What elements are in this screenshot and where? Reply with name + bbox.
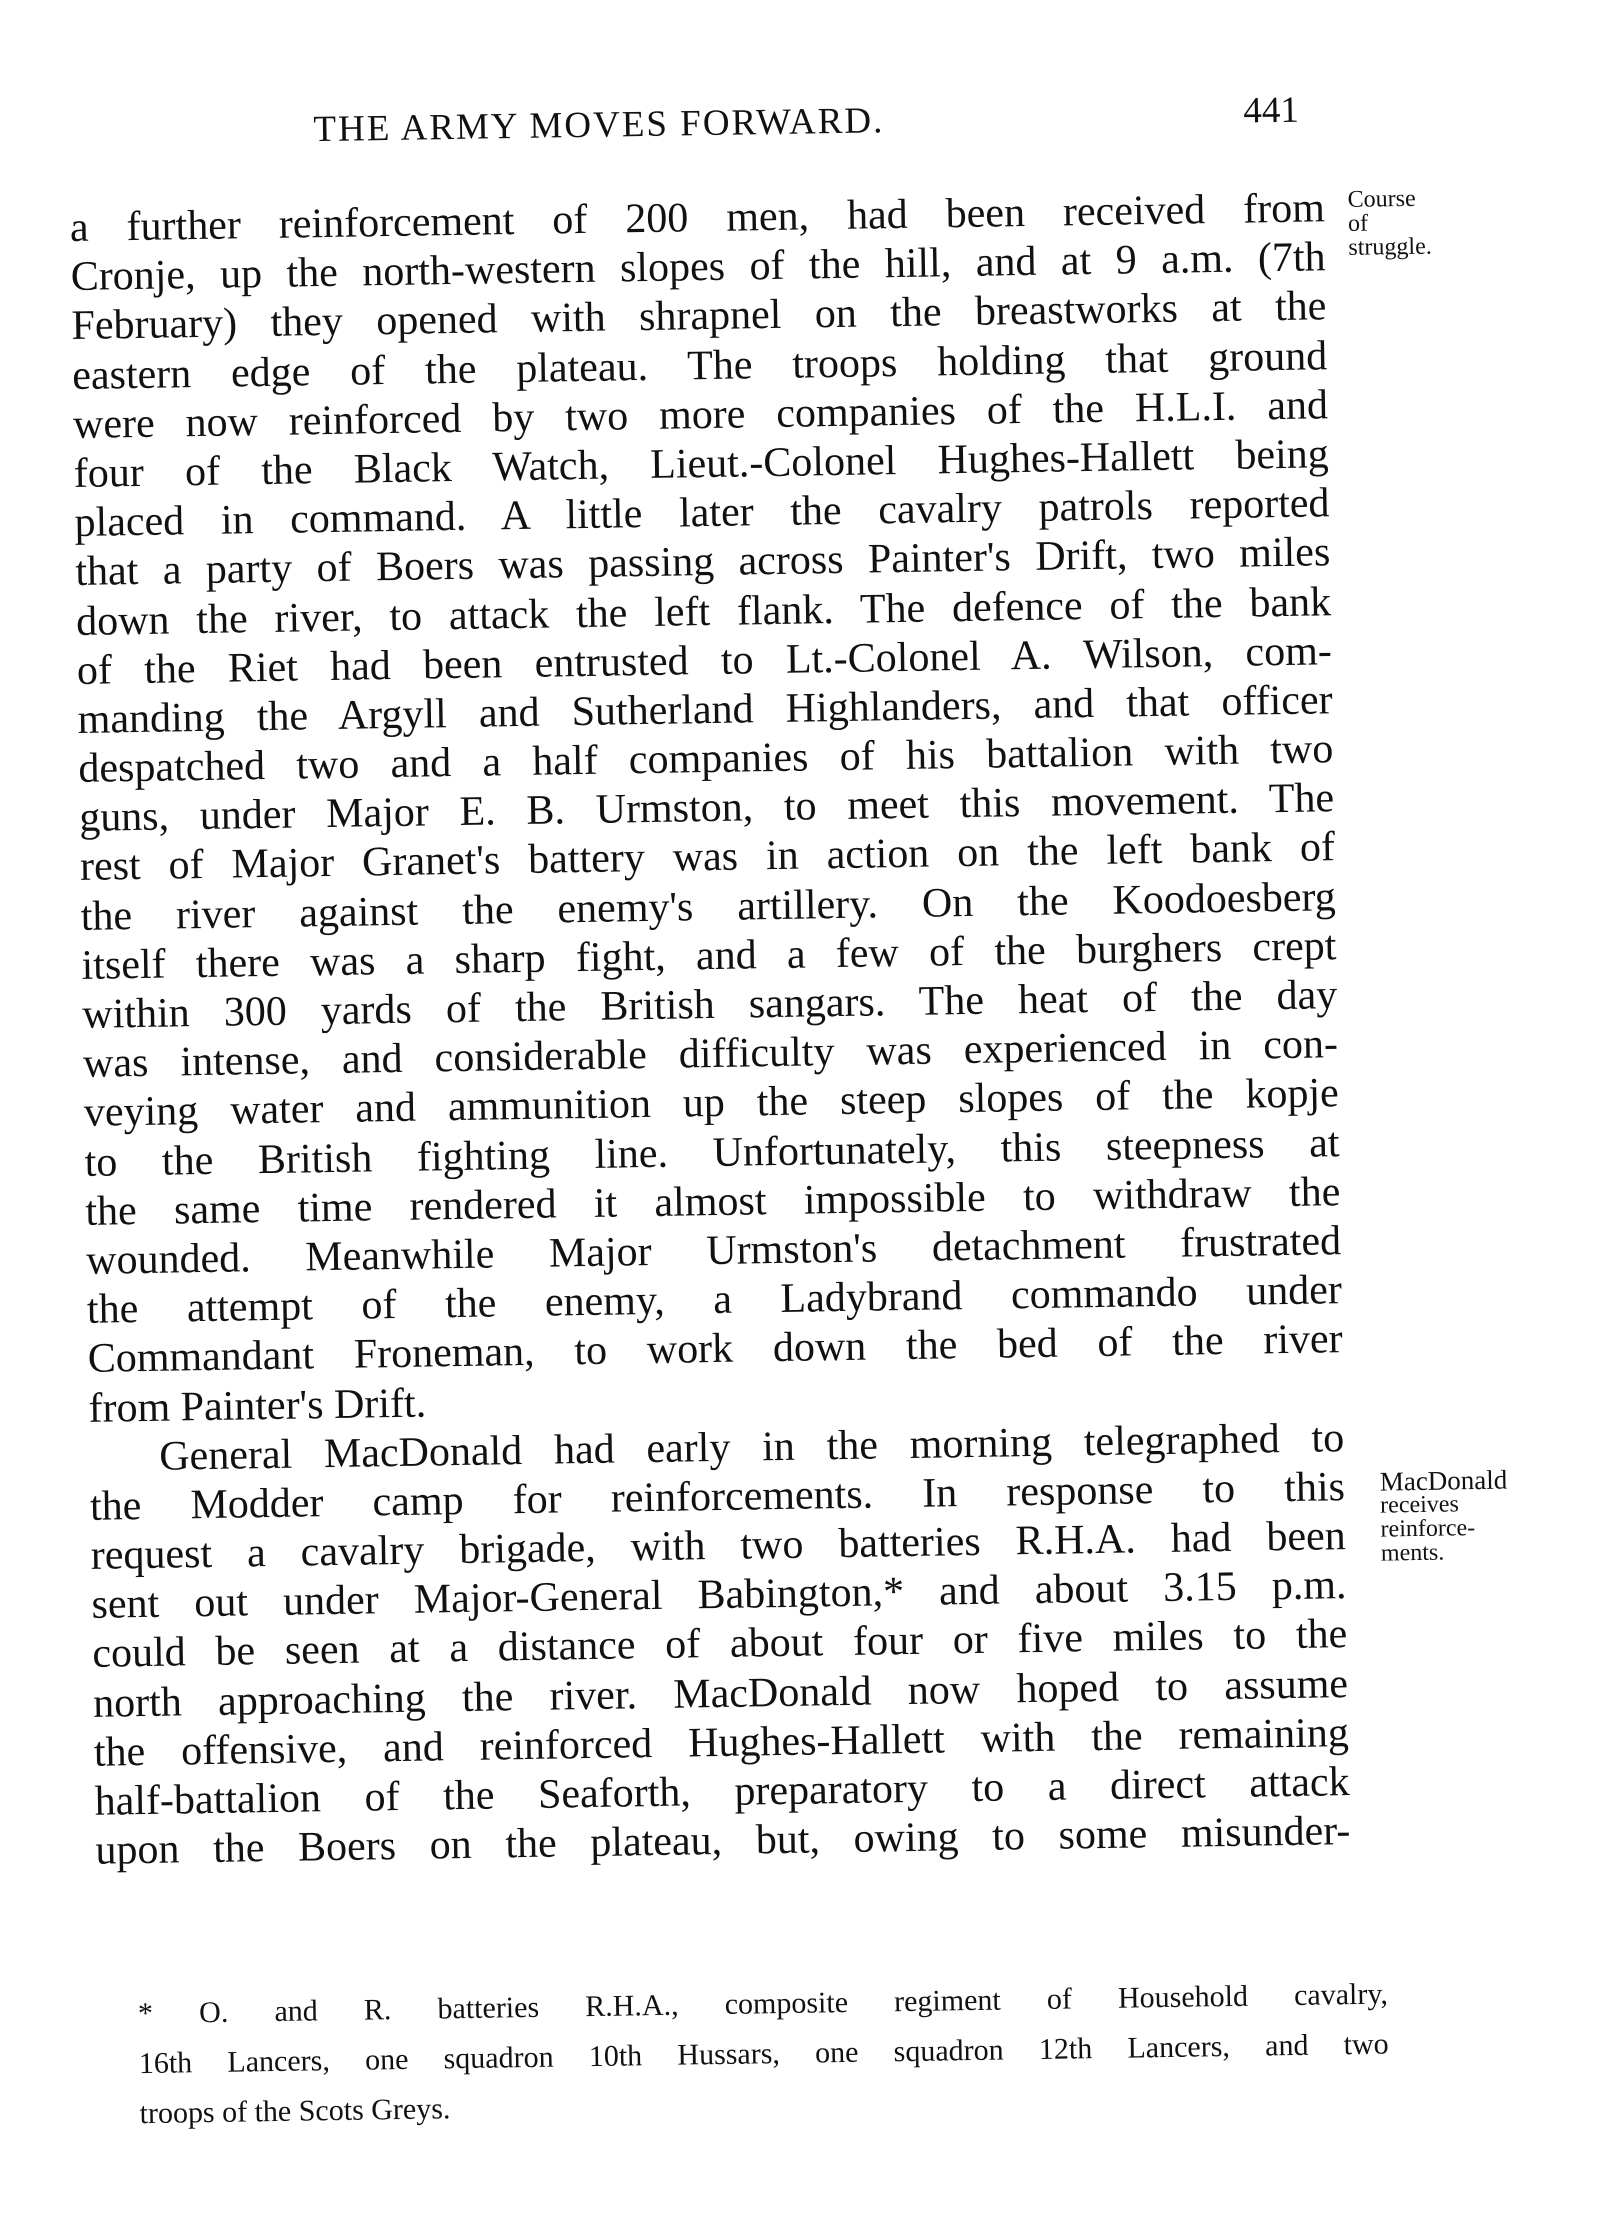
sidenote-macdonald-reinforcements [1379, 1464, 1509, 1567]
text-line: guns, under Major E. B. Urmston, to meet this movement. The [78, 775, 1335, 842]
text-line: sent out under Major-General Babington,* and about 3.15 p.m. [91, 1562, 1347, 1629]
text-line: half-battalion of the Seaforth, preparatory to a direct attack [94, 1759, 1350, 1825]
sidenote-line: struggle. [1348, 233, 1432, 261]
running-header: THE ARMY MOVES FORWARD. [313, 100, 885, 151]
text-line: rest of Major Granet's battery was in action on the left bank of [79, 824, 1336, 891]
text-line: was intense, and considerable difficulty was experienced in con- [82, 1021, 1339, 1088]
text-line: troops of the Scots Greys. [139, 2092, 451, 2131]
text-line: to the British fighting line. Unfortunately, this steepness at [84, 1119, 1340, 1186]
text-line: were now reinforced by two more companies of the H.L.I. and [72, 382, 1329, 448]
text-line: itself there was a sharp fight, and a few of the burghers crept [81, 923, 1337, 989]
text-line: veying water and ammunition up the steep slopes of the kopje [83, 1070, 1340, 1137]
sidenote-line: reinforce- [1380, 1515, 1476, 1543]
sidenote-line: of [1347, 210, 1369, 237]
text-line: the Modder camp for reinforcements. In response to this [89, 1464, 1346, 1530]
text-line: February) they opened with shrapnel on the breastworks at the [71, 283, 1327, 350]
text-line: the same time rendered it almost impossible to withdraw the [85, 1168, 1341, 1235]
text-line: four of the Black Watch, Lieut.-Colonel Hughes-Hallett being [73, 431, 1330, 497]
footnote [138, 1970, 1390, 2140]
text-line: from Painter's Drift. [88, 1380, 427, 1432]
text-line: north approaching the river. MacDonald now hoped to assume [92, 1660, 1349, 1727]
text-line: Commandant Froneman, to work down the bed of the river [87, 1316, 1343, 1383]
text-line: that a party of Boers was passing across Painter's Drift, two miles [75, 529, 1331, 596]
paragraph-2 [89, 1414, 1351, 1876]
text-line: the offensive, and reinforced Hughes-Hallett with the remaining [93, 1709, 1350, 1776]
text-line: down the river, to attack the left flank. The defence of the bank [75, 578, 1332, 645]
text-line: manding the Argyll and Sutherland Highlanders, and that officer [77, 677, 1333, 743]
sidenote-line: Course [1347, 185, 1416, 213]
text-line: upon the Boers on the plateau, but, owing to some misunder- [95, 1808, 1351, 1874]
paragraph-1 [70, 184, 1344, 1433]
sidenote-line: MacDonald [1379, 1464, 1508, 1497]
text-line: * O. and R. batteries R.H.A., composite regiment of Household cavalry, [137, 1977, 1389, 2031]
text-line: General MacDonald had early in the morning telegraphed to [158, 1414, 1345, 1480]
page-number: 441 [1242, 89, 1300, 132]
text-line: within 300 yards of the British sangars. The heat of the day [81, 972, 1338, 1038]
sidenote-line: ments. [1380, 1539, 1445, 1567]
text-line: 16th Lancers, one squadron 10th Hussars, one squadron 12th Lancers, and two [138, 2027, 1389, 2081]
text-line: Cronje, up the north-western slopes of the hill, and at 9 a.m. (7th [70, 234, 1326, 301]
text-line: could be seen at a distance of about four or five miles to the [92, 1611, 1348, 1678]
text-line: a further reinforcement of 200 men, had been received from [69, 185, 1326, 251]
text-line: despatched two and a half companies of his battalion with two [78, 726, 1334, 792]
text-line: placed in command. A little later the cavalry patrols reported [74, 480, 1330, 547]
text-line: the river against the enemy's artillery. On the Koodoesberg [80, 873, 1336, 940]
sidenote-line: receives [1379, 1491, 1460, 1519]
text-line: of the Riet had been entrusted to Lt.-Colonel A. Wilson, com- [76, 627, 1333, 694]
text-line: request a cavalry brigade, with two batteries R.H.A. had been [90, 1513, 1347, 1579]
text-line: eastern edge of the plateau. The troops holding that ground [71, 332, 1328, 399]
text-line: wounded. Meanwhile Major Urmston's detachment frustrated [85, 1218, 1342, 1284]
body-text [70, 184, 1351, 1876]
text-line: the attempt of the enemy, a Ladybrand commando under [86, 1267, 1343, 1333]
sidenote-course-of-struggle [1347, 187, 1431, 260]
